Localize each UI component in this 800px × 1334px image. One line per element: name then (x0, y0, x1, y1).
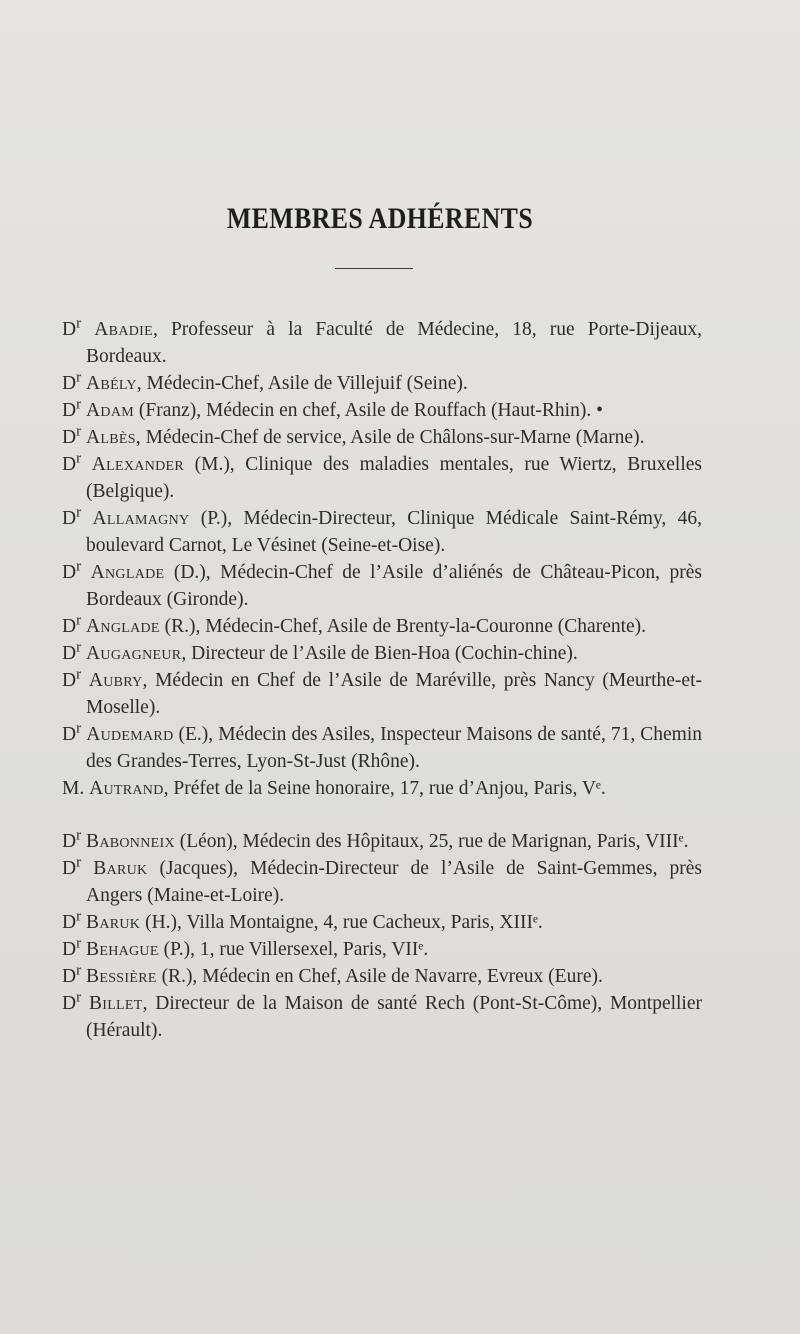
member-details: (P.), 1, rue Villersexel, Paris, VIIᵉ. (158, 939, 429, 960)
title-prefix: D (62, 454, 77, 475)
member-name: Behague (86, 939, 159, 960)
member-details: , Directeur de la Maison de santé Rech (Pont-St-Côme), Montpellier (Hérault). (86, 993, 703, 1041)
member-entry (62, 559, 702, 613)
title-superscript: r (76, 368, 82, 386)
title-superscript: r (76, 934, 82, 952)
member-details: , Directeur de l’Asile de Bien-Hoa (Cochin-chine). (181, 643, 578, 664)
member-details: (P.), Médecin-Directeur, Clinique Médicale Saint-Rémy, 46, boulevard Carnot, Le Vésinet (Seine-et-Oise). (86, 508, 703, 556)
title-superscript: r (76, 638, 82, 656)
member-entry (62, 990, 702, 1044)
member-name: Augagneur (86, 643, 182, 664)
member-details: , Professeur à la Faculté de Médecine, 18, rue Porte-Dijeaux, Bordeaux. (86, 319, 703, 367)
title-superscript: r (76, 907, 82, 925)
title-prefix: D (62, 508, 77, 529)
member-details: , Médecin en Chef de l’Asile de Maréville, près Nancy (Meurthe-et-Moselle). (86, 670, 702, 718)
page-title: MEMBRES ADHÉRENTS (226, 202, 534, 235)
member-entry (62, 667, 702, 721)
title-prefix: D (62, 858, 77, 879)
member-name: Autrand (89, 778, 164, 799)
member-name: Anglade (90, 562, 165, 583)
member-details: (Franz), Médecin en chef, Asile de Rouffach (Haut-Rhin). • (134, 400, 603, 421)
title-superscript: r (76, 449, 82, 467)
member-name: Baruk (93, 858, 148, 879)
title-superscript: r (76, 503, 82, 521)
member-name: Baruk (86, 912, 141, 933)
member-details: (M.), Clinique des maladies mentales, rue Wiertz, Bruxelles (Belgique). (86, 454, 702, 502)
member-details: (Jacques), Médecin-Directeur de l’Asile de Saint-Gemmes, près Angers (Maine-et-Loire). (86, 858, 703, 906)
title-prefix: D (62, 724, 77, 745)
member-details: (E.), Médecin des Asiles, Inspecteur Maisons de santé, 71, Chemin des Grandes-Terres, Lyon-St-Just (Rhône). (86, 724, 703, 772)
member-details: (H.), Villa Montaigne, 4, rue Cacheux, Paris, XIIIᵉ. (140, 912, 543, 933)
member-entry (62, 397, 702, 424)
member-name: Albès (86, 427, 136, 448)
title-superscript: r (76, 853, 82, 871)
section-gap (62, 802, 702, 828)
member-entry (62, 855, 702, 909)
member-entry (62, 828, 702, 855)
title-superscript: r (76, 611, 82, 629)
member-name: Billet (88, 993, 143, 1014)
member-details: , Préfet de la Seine honoraire, 17, rue d’Anjou, Paris, Vᵉ. (163, 778, 606, 799)
member-entry (62, 505, 702, 559)
title-prefix: D (62, 319, 77, 340)
member-list (62, 316, 702, 1044)
member-entry (62, 640, 702, 667)
title-prefix: D (62, 562, 77, 583)
title-prefix: D (62, 670, 77, 691)
member-name: Aubry (88, 670, 143, 691)
title-superscript: r (76, 961, 82, 979)
title-prefix: D (62, 912, 77, 933)
member-name: Abély (86, 373, 137, 394)
member-details: (R.), Médecin en Chef, Asile de Navarre, Evreux (Eure). (156, 966, 603, 987)
member-name: Bessière (86, 966, 157, 987)
member-name: Audemard (86, 724, 174, 745)
title-prefix: D (62, 993, 77, 1014)
member-entry (62, 963, 702, 990)
title-prefix: D (62, 966, 77, 987)
member-name: Adam (86, 400, 134, 421)
title-prefix: D (62, 831, 77, 852)
member-entry (62, 721, 702, 775)
member-entry (62, 424, 702, 451)
title-superscript: r (76, 665, 82, 683)
member-name: Anglade (86, 616, 160, 637)
member-entry (62, 451, 702, 505)
title-superscript: r (76, 422, 82, 440)
title-prefix: D (62, 400, 77, 421)
title-prefix: D (62, 616, 77, 637)
member-name: Allamagny (92, 508, 190, 529)
member-entry (62, 316, 702, 370)
member-entry (62, 909, 702, 936)
member-entry (62, 936, 702, 963)
title-prefix: D (62, 427, 77, 448)
member-entry (62, 370, 702, 397)
member-details: (D.), Médecin-Chef de l’Asile d’aliénés de Château-Picon, près Bordeaux (Gironde). (86, 562, 702, 610)
title-superscript: r (76, 557, 82, 575)
member-details: , Médecin-Chef, Asile de Villejuif (Seine). (136, 373, 468, 394)
title-superscript: r (76, 395, 82, 413)
title-superscript: r (76, 314, 82, 332)
title-prefix: D (62, 373, 77, 394)
title-superscript: r (76, 826, 82, 844)
title-divider (335, 268, 413, 269)
title-prefix: D (62, 643, 77, 664)
member-details: , Médecin-Chef de service, Asile de Châlons-sur-Marne (Marne). (135, 427, 645, 448)
member-name: Alexander (91, 454, 184, 475)
member-name: Babonneix (86, 831, 175, 852)
member-entry (62, 613, 702, 640)
member-details: (R.), Médecin-Chef, Asile de Brenty-la-Couronne (Charente). (159, 616, 647, 637)
title-prefix: M. (62, 778, 90, 799)
title-prefix: D (62, 939, 77, 960)
title-superscript: r (76, 719, 82, 737)
member-details: (Léon), Médecin des Hôpitaux, 25, rue de Marignan, Paris, VIIIᵉ. (174, 831, 689, 852)
title-superscript: r (76, 988, 82, 1006)
member-entry (62, 775, 702, 802)
member-name: Abadie (94, 319, 153, 340)
